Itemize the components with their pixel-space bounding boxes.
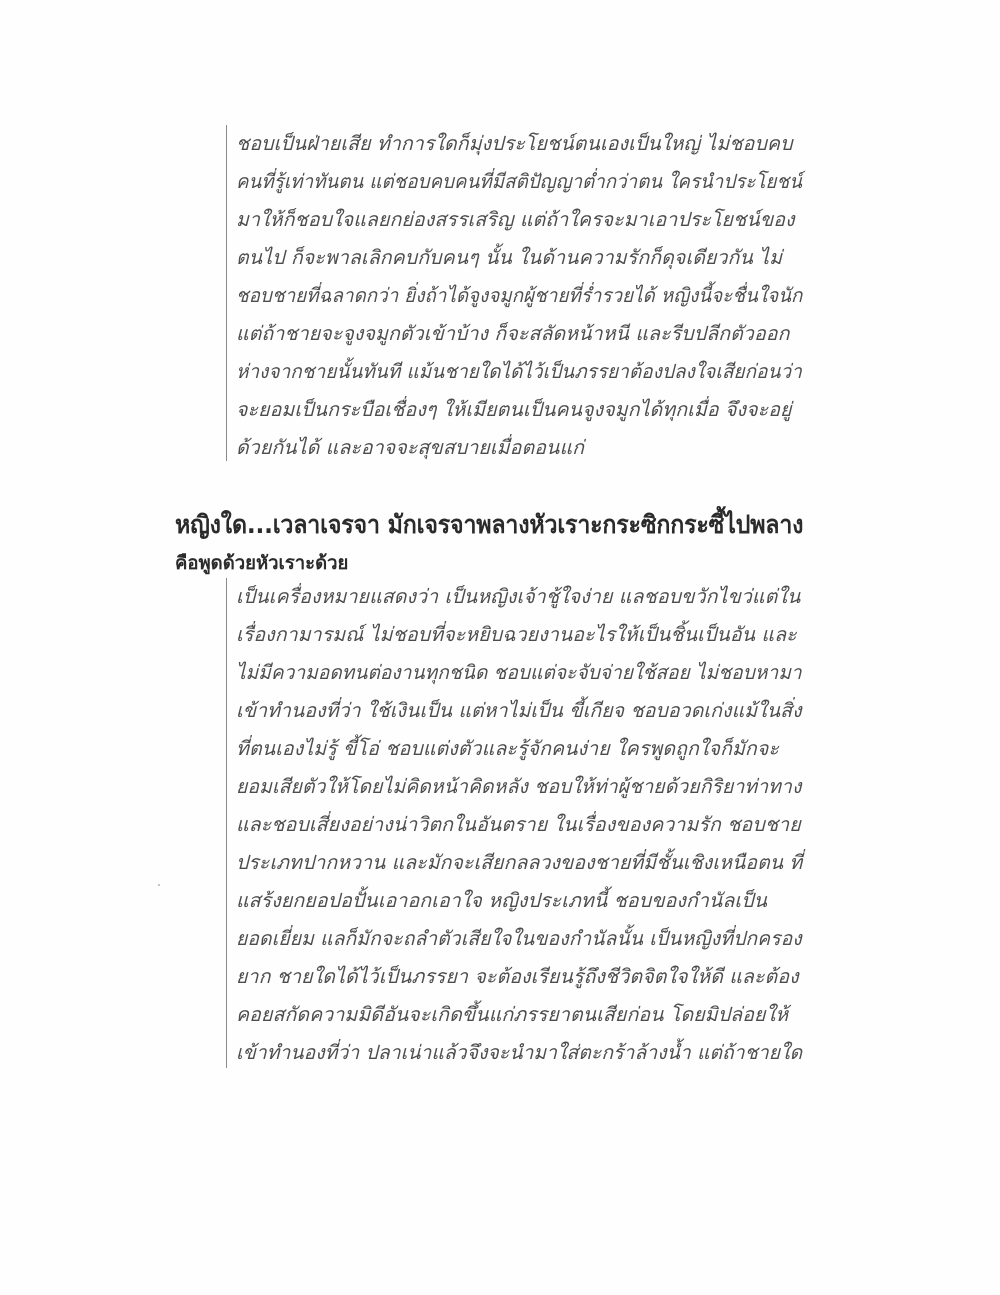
text-line: เข้าทำนองที่ว่า ปลาเน่าแล้วจึงจะนำมาใส่ตะกร้าล้างน้ำ แต่ถ้าชายใด [236,1041,803,1064]
text-line: และชอบเสี่ยงอย่างน่าวิตกในอันตราย ในเรื่องของความรัก ชอบชาย [236,813,801,836]
text-line: ที่ตนเองไม่รู้ ขี้โอ่ ชอบแต่งตัวและรู้จักคนง่าย ใครพูดถูกใจก็มักจะ [236,737,779,760]
text-line: คนที่รู้เท่าทันตน แต่ชอบคบคนที่มีสติปัญญาต่ำกว่าตน ใครนำประโยชน์ [236,170,803,193]
text-line: แต่ถ้าชายจะจูงจมูกตัวเข้าบ้าง ก็จะสลัดหน้าหนี และรีบปลีกตัวออก [236,322,790,345]
text-line: ตนไป ก็จะพาลเลิกคบกับคนๆ นั้น ในด้านความรักก็ดุจเดียวกัน ไม่ [236,246,783,269]
paragraph-block-2 [226,578,812,1068]
text-line: เรื่องกามารมณ์ ไม่ชอบที่จะหยิบฉวยงานอะไรให้เป็นชิ้นเป็นอัน และ [236,623,797,646]
section-heading: หญิงใด...เวลาเจรจา มักเจรจาพลางหัวเราะกระซิกกระซี้ไปพลาง [175,510,804,539]
text-line: ชอบเป็นฝ่ายเสีย ทำการใดก็มุ่งประโยชน์ตนเองเป็นใหญ่ ไม่ชอบคบ [236,132,793,155]
text-line: คอยสกัดความมิดีอันจะเกิดขึ้นแก่ภรรยาตนเสียก่อน โดยมิปล่อยให้ [236,1003,789,1026]
scan-speck [158,884,160,886]
text-line: มาให้ก็ชอบใจแลยกย่องสรรเสริญ แต่ถ้าใครจะมาเอาประโยชน์ของ [236,208,795,231]
text-line: ชอบชายที่ฉลาดกว่า ยิ่งถ้าได้จูงจมูกผู้ชายที่ร่ำรวยได้ หญิงนี้จะชื่นใจนัก [236,284,803,307]
text-line: แสร้งยกยอปอปั้นเอาอกเอาใจ หญิงประเภทนี้ ชอบของกำนัลเป็น [236,889,768,912]
text-line: เข้าทำนองที่ว่า ใช้เงินเป็น แต่หาไม่เป็น ขี้เกียจ ชอบอวดเก่งแม้ในสิ่ง [236,699,802,722]
text-line: ยอมเสียตัวให้โดยไม่คิดหน้าคิดหลัง ชอบให้ท่าผู้ชายด้วยกิริยาท่าทาง [236,775,802,798]
text-line: ด้วยกันได้ และอาจจะสุขสบายเมื่อตอนแก่ [236,436,585,459]
text-line: จะยอมเป็นกระบือเชื่องๆ ให้เมียตนเป็นคนจูงจมูกได้ทุกเมื่อ จึงจะอยู่ [236,398,792,421]
text-line: ประเภทปากหวาน และมักจะเสียกลลวงของชายที่มีชั้นเชิงเหนือตน ที่ [236,851,803,874]
section-subheading: คือพูดด้วยหัวเราะด้วย [175,553,349,574]
paragraph-block-1 [226,125,812,461]
text-line: ยอดเยี่ยม แลก็มักจะถลำตัวเสียใจในของกำนัลนั้น เป็นหญิงที่ปกครอง [236,927,802,950]
text-line: เป็นเครื่องหมายแสดงว่า เป็นหญิงเจ้าชู้ใจง่าย แลชอบขวักไขว่แต่ใน [236,585,801,608]
text-line: ห่างจากชายนั้นทันที แม้นชายใดได้ไว้เป็นภรรยาต้องปลงใจเสียก่อนว่า [236,360,802,383]
text-line: ไม่มีความอดทนต่องานทุกชนิด ชอบแต่จะจับจ่ายใช้สอย ไม่ชอบหามา [236,661,802,684]
text-line: ยาก ชายใดได้ไว้เป็นภรรยา จะต้องเรียนรู้ถึงชีวิตจิตใจให้ดี และต้อง [236,965,799,988]
